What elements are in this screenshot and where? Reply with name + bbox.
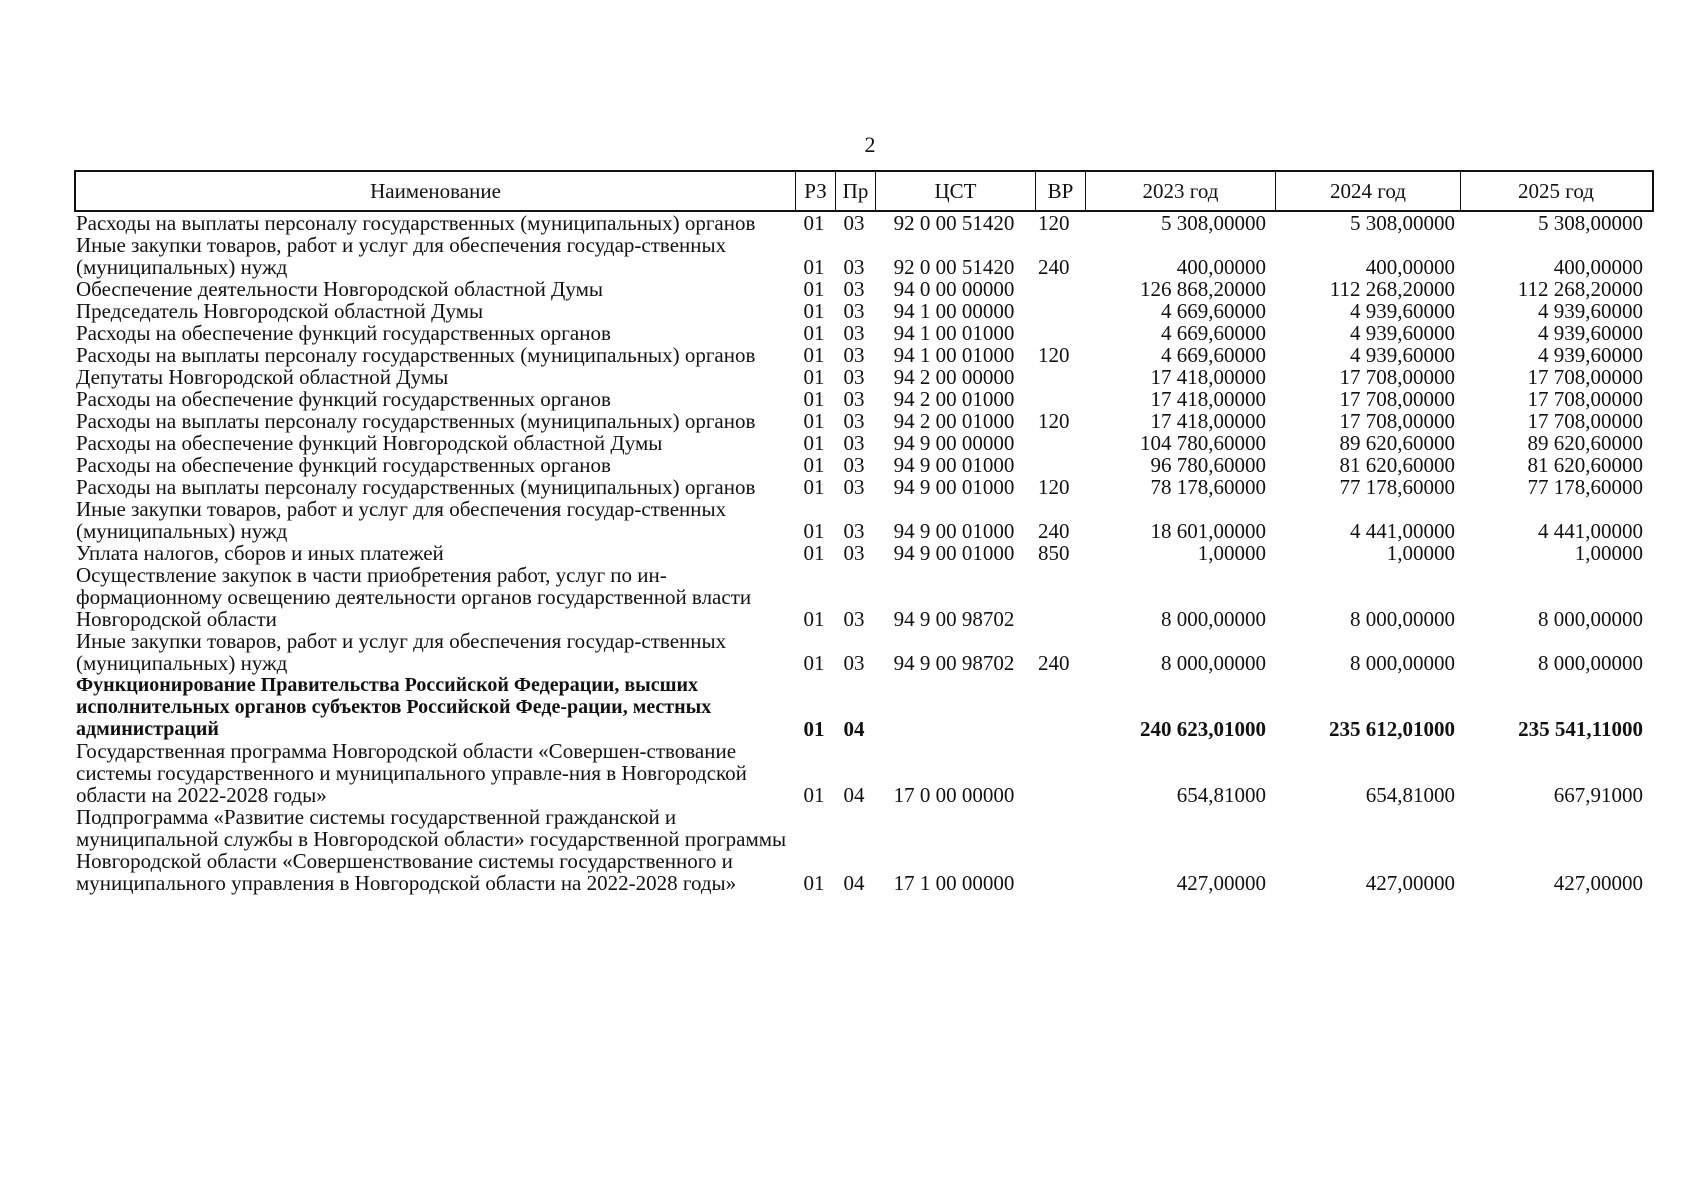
table-row	[74, 806, 1654, 894]
table-row	[74, 454, 1654, 476]
row-cst: 94 2 00 00000	[893, 365, 1015, 389]
row-2023: 5 308,00000	[1161, 211, 1266, 235]
row-name: Расходы на обеспечение функций государственных органов	[76, 387, 611, 411]
row-name: Расходы на выплаты персоналу государственных (муниципальных) органов	[76, 475, 756, 499]
row-cst: 94 2 00 01000	[893, 387, 1015, 411]
row-2025: 4 939,60000	[1538, 321, 1643, 345]
row-2025: 17 708,00000	[1527, 387, 1643, 411]
row-name: Расходы на обеспечение функций государственных органов	[76, 321, 611, 345]
row-2023: 104 780,60000	[1140, 431, 1266, 455]
row-2023: 4 669,60000	[1161, 321, 1266, 345]
row-vr: 120	[1038, 409, 1070, 433]
row-rz: 01	[803, 365, 825, 389]
row-2023: 4 669,60000	[1161, 343, 1266, 367]
row-vr: 120	[1038, 475, 1070, 499]
row-2024: 112 268,20000	[1329, 277, 1455, 301]
row-2025: 5 308,00000	[1538, 211, 1643, 235]
row-2025: 667,91000	[1553, 783, 1643, 807]
table-row	[74, 564, 1654, 630]
row-vr: 240	[1038, 651, 1070, 675]
header-2023: 2023 год	[1086, 172, 1276, 210]
row-name: Председатель Новгородской областной Думы	[76, 299, 484, 323]
row-2025: 17 708,00000	[1527, 409, 1643, 433]
header-pr: Пр	[836, 172, 876, 210]
row-cst: 94 9 00 01000	[893, 453, 1015, 477]
row-vr: 120	[1038, 343, 1070, 367]
row-pr: 03	[843, 453, 865, 477]
header-vr: ВР	[1036, 172, 1086, 210]
row-pr: 04	[843, 783, 865, 807]
row-vr: 240	[1038, 519, 1070, 543]
row-name: Функционирование Правительства Российской Федерации, высших исполнительных органов субъектов Российской Феде-рации, местных администраций	[76, 674, 712, 740]
row-rz: 01	[803, 277, 825, 301]
row-pr: 03	[843, 277, 865, 301]
row-pr: 03	[843, 651, 865, 675]
header-name: Наименование	[76, 172, 796, 210]
table-row	[74, 410, 1654, 432]
row-pr: 04	[843, 717, 865, 741]
row-2025: 77 178,60000	[1527, 475, 1643, 499]
table-row	[74, 300, 1654, 322]
row-rz: 01	[803, 321, 825, 345]
row-name: Депутаты Новгородской областной Думы	[76, 365, 449, 389]
row-pr: 04	[843, 871, 865, 895]
row-name: Государственная программа Новгородской области «Совершен-ствование системы государственного и муниципального управле-ния в Новгородской области на 2022-2028 годы»	[76, 739, 747, 807]
row-cst: 94 9 00 00000	[893, 431, 1015, 455]
row-2023: 18 601,00000	[1150, 519, 1266, 543]
row-2025: 8 000,00000	[1538, 651, 1643, 675]
row-rz: 01	[803, 431, 825, 455]
row-rz: 01	[803, 475, 825, 499]
row-2023: 17 418,00000	[1150, 409, 1266, 433]
row-cst: 94 9 00 98702	[893, 651, 1015, 675]
row-rz: 01	[803, 211, 825, 235]
row-rz: 01	[803, 409, 825, 433]
row-2024: 4 939,60000	[1350, 321, 1455, 345]
header-cst: ЦСТ	[876, 172, 1036, 210]
row-name: Расходы на обеспечение функций Новгородской областной Думы	[76, 431, 663, 455]
table-row	[74, 322, 1654, 344]
row-rz: 01	[803, 651, 825, 675]
row-cst: 94 2 00 01000	[893, 409, 1015, 433]
row-cst: 94 9 00 01000	[893, 519, 1015, 543]
row-rz: 01	[803, 519, 825, 543]
page-number: 2	[864, 132, 876, 157]
row-rz: 01	[803, 343, 825, 367]
table-row	[74, 278, 1654, 300]
row-2024: 235 612,01000	[1329, 717, 1455, 741]
row-2025: 17 708,00000	[1527, 365, 1643, 389]
row-2023: 8 000,00000	[1161, 607, 1266, 631]
row-2024: 4 441,00000	[1350, 519, 1455, 543]
row-name: Обеспечение деятельности Новгородской областной Думы	[76, 277, 603, 301]
row-name: Подпрограмма «Развитие системы государственной гражданской и муниципальной службы в Новгородской области» государственной программы Новгородской области «Совершенствование системы государственного и муниципального управления в Новгородской области на 2022-2028 годы»	[76, 805, 787, 895]
row-rz: 01	[803, 255, 825, 279]
table-row	[74, 476, 1654, 498]
row-2024: 77 178,60000	[1339, 475, 1455, 499]
row-name: Расходы на выплаты персоналу государственных (муниципальных) органов	[76, 343, 756, 367]
row-2023: 78 178,60000	[1150, 475, 1266, 499]
row-name: Осуществление закупок в части приобретения работ, услуг по ин-формационному освещению деятельности органов государственной власти Новгородской области	[76, 563, 752, 631]
row-pr: 03	[843, 299, 865, 323]
row-2024: 81 620,60000	[1339, 453, 1455, 477]
row-cst: 94 9 00 01000	[893, 541, 1015, 565]
row-rz: 01	[803, 453, 825, 477]
row-name: Иные закупки товаров, работ и услуг для обеспечения государ-ственных (муниципальных) нужд	[76, 497, 727, 543]
table-row	[74, 630, 1654, 674]
budget-table	[74, 170, 1654, 894]
row-rz: 01	[803, 387, 825, 411]
row-pr: 03	[843, 475, 865, 499]
row-name: Иные закупки товаров, работ и услуг для обеспечения государ-ственных (муниципальных) нужд	[76, 629, 727, 675]
row-2023: 17 418,00000	[1150, 365, 1266, 389]
header-rz: РЗ	[796, 172, 836, 210]
row-2023: 126 868,20000	[1140, 277, 1266, 301]
row-2025: 400,00000	[1553, 255, 1643, 279]
row-pr: 03	[843, 211, 865, 235]
row-2024: 400,00000	[1365, 255, 1455, 279]
row-pr: 03	[843, 409, 865, 433]
row-pr: 03	[843, 321, 865, 345]
row-2023: 4 669,60000	[1161, 299, 1266, 323]
row-pr: 03	[843, 607, 865, 631]
row-name: Расходы на обеспечение функций государственных органов	[76, 453, 611, 477]
row-name: Уплата налогов, сборов и иных платежей	[76, 541, 444, 565]
row-pr: 03	[843, 387, 865, 411]
row-cst: 94 1 00 01000	[893, 343, 1015, 367]
row-2025: 89 620,60000	[1527, 431, 1643, 455]
table-row	[74, 432, 1654, 454]
row-2025: 4 939,60000	[1538, 343, 1643, 367]
row-2024: 8 000,00000	[1350, 607, 1455, 631]
table-body	[74, 212, 1654, 894]
table-row	[74, 366, 1654, 388]
row-name: Расходы на выплаты персоналу государственных (муниципальных) органов	[76, 211, 756, 235]
row-2023: 400,00000	[1176, 255, 1266, 279]
row-cst: 92 0 00 51420	[893, 255, 1015, 279]
table-header	[74, 170, 1654, 212]
row-2024: 4 939,60000	[1350, 299, 1455, 323]
row-cst: 94 9 00 98702	[893, 607, 1015, 631]
row-2024: 654,81000	[1365, 783, 1455, 807]
row-rz: 01	[803, 541, 825, 565]
header-2024: 2024 год	[1276, 172, 1461, 210]
row-vr: 850	[1038, 541, 1070, 565]
row-cst: 94 0 00 00000	[893, 277, 1015, 301]
row-rz: 01	[803, 299, 825, 323]
row-2024: 8 000,00000	[1350, 651, 1455, 675]
row-2024: 5 308,00000	[1350, 211, 1455, 235]
row-cst: 17 1 00 00000	[893, 871, 1015, 895]
row-2024: 4 939,60000	[1350, 343, 1455, 367]
row-name: Иные закупки товаров, работ и услуг для обеспечения государ-ственных (муниципальных) нужд	[76, 233, 727, 279]
row-2023: 1,00000	[1197, 541, 1266, 565]
table-row	[74, 388, 1654, 410]
row-cst: 92 0 00 51420	[893, 211, 1015, 235]
row-rz: 01	[803, 783, 825, 807]
row-2025: 427,00000	[1553, 871, 1643, 895]
row-2024: 17 708,00000	[1339, 409, 1455, 433]
row-pr: 03	[843, 343, 865, 367]
row-2025: 112 268,20000	[1517, 277, 1643, 301]
row-2024: 427,00000	[1365, 871, 1455, 895]
row-rz: 01	[803, 871, 825, 895]
row-rz: 01	[803, 607, 825, 631]
row-cst: 94 9 00 01000	[893, 475, 1015, 499]
table-row	[74, 740, 1654, 806]
row-2025: 81 620,60000	[1527, 453, 1643, 477]
row-2023: 8 000,00000	[1161, 651, 1266, 675]
row-vr: 240	[1038, 255, 1070, 279]
row-2023: 240 623,01000	[1140, 717, 1266, 741]
row-2025: 4 939,60000	[1538, 299, 1643, 323]
table-row	[74, 674, 1654, 740]
row-vr: 120	[1038, 211, 1070, 235]
row-pr: 03	[843, 519, 865, 543]
row-2024: 1,00000	[1386, 541, 1455, 565]
row-2025: 8 000,00000	[1538, 607, 1643, 631]
row-2025: 235 541,11000	[1518, 717, 1643, 741]
row-2024: 17 708,00000	[1339, 365, 1455, 389]
table-row	[74, 344, 1654, 366]
row-rz: 01	[803, 717, 825, 741]
row-2024: 17 708,00000	[1339, 387, 1455, 411]
row-2025: 1,00000	[1574, 541, 1643, 565]
row-2023: 427,00000	[1176, 871, 1266, 895]
row-cst: 94 1 00 00000	[893, 299, 1015, 323]
row-pr: 03	[843, 255, 865, 279]
row-pr: 03	[843, 431, 865, 455]
row-2024: 89 620,60000	[1339, 431, 1455, 455]
row-2023: 96 780,60000	[1150, 453, 1266, 477]
row-pr: 03	[843, 541, 865, 565]
row-pr: 03	[843, 365, 865, 389]
row-name: Расходы на выплаты персоналу государственных (муниципальных) органов	[76, 409, 756, 433]
table-row	[74, 542, 1654, 564]
table-row	[74, 212, 1654, 234]
row-cst: 17 0 00 00000	[893, 783, 1015, 807]
row-2025: 4 441,00000	[1538, 519, 1643, 543]
table-row	[74, 498, 1654, 542]
header-2025: 2025 год	[1518, 178, 1594, 203]
row-cst: 94 1 00 01000	[893, 321, 1015, 345]
row-2023: 654,81000	[1176, 783, 1266, 807]
table-row	[74, 234, 1654, 278]
row-2023: 17 418,00000	[1150, 387, 1266, 411]
